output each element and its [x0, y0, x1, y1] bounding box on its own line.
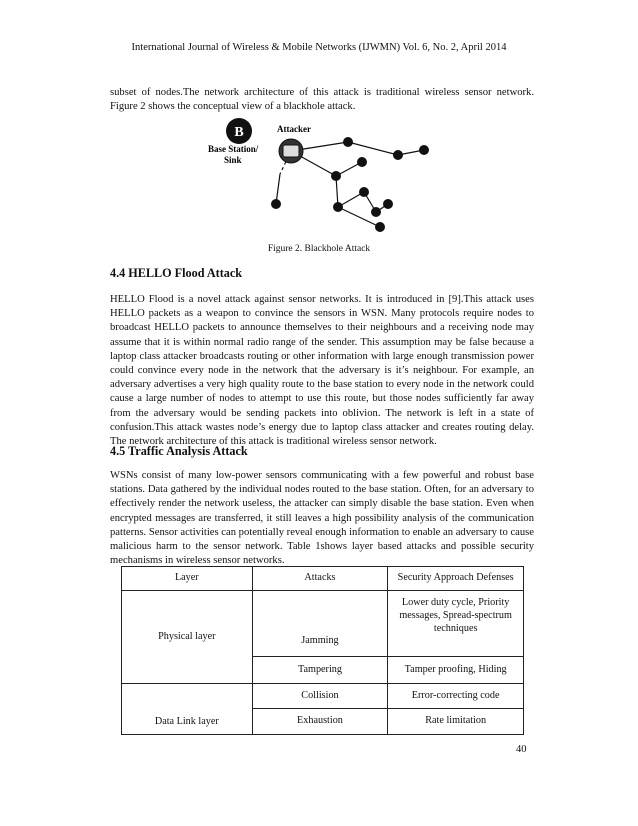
table-header-cell: Layer: [122, 567, 253, 591]
section-heading-traffic-analysis: 4.5 Traffic Analysis Attack: [110, 444, 248, 458]
sensor-node: [331, 171, 341, 181]
table-row: [122, 684, 524, 709]
sensor-node: [343, 137, 353, 147]
hello-flood-paragraph: HELLO Flood is a novel attack against sensor networks. It is introduced in [9].This attack uses HELLO packets as a weapon to convince the sensors in WSN. Many protocols require nodes to broadcast HELLO packets to announce themselves to their neighbours and a receiving node may assume that it is within normal radio range of the sender. This assumption may be false because a laptop class attacker broadcasts routing or other information with large enough transmission power could convince every node in the network that the adversary is it’s neighbour. For example, an adversary advertises a very high quality route to the base station to every node in the network could cause a large number of nodes to attempt to use this route, but those nodes sufficiently far away from the adversary would be sending packets into oblivion. The network is left in a state of confusion.This attack wastes node’s energy due to laptop class attacker and creates routing delay. The network architecture of this attack is traditional wireless sensor network.: [110, 294, 534, 448]
sensor-node: [271, 199, 281, 209]
base-station-label: Base Station/: [208, 144, 259, 154]
table-header-row: [122, 567, 524, 591]
table-cell-attack: Exhaustion: [252, 709, 388, 735]
table-cell-defense: Error-correcting code: [388, 684, 524, 709]
blackhole-figure: [200, 114, 440, 242]
sensor-node: [393, 150, 403, 160]
page-number: 40: [516, 744, 527, 755]
table-cell-defense: Lower duty cycle, Priority messages, Spread-spectrum techniques: [388, 591, 524, 657]
sensor-node: [357, 157, 367, 167]
security-table: [121, 566, 524, 735]
sensor-node: [371, 207, 381, 217]
section-heading-hello-flood: 4.4 HELLO Flood Attack: [110, 266, 243, 280]
table-cell-attack: Collision: [252, 684, 388, 709]
attacker-laptop-icon: [283, 145, 299, 157]
table-row: [122, 591, 524, 657]
journal-header: International Journal of Wireless & Mobile Networks (IJWMN) Vol. 6, No. 2, April 2014: [131, 42, 507, 53]
intro-paragraph: subset of nodes.The network architecture of this attack is traditional wireless sensor network. Figure 2 shows the conceptual view of a blackhole attack.: [110, 87, 534, 113]
sensor-node: [359, 187, 369, 197]
base-station-letter: B: [234, 125, 244, 140]
sensor-node: [383, 199, 393, 209]
table-cell-layer: Data Link layer: [122, 684, 253, 735]
table-header-cell: Security Approach Defenses: [388, 567, 524, 591]
sensor-node: [419, 145, 429, 155]
attacker-label: Attacker: [277, 124, 311, 134]
table-cell-layer: Physical layer: [122, 591, 253, 684]
sink-label: Sink: [224, 155, 242, 165]
table-cell-defense: Tamper proofing, Hiding: [388, 657, 524, 684]
sensor-node: [333, 202, 343, 212]
sensor-node: [375, 222, 385, 232]
table-cell-defense: Rate limitation: [388, 709, 524, 735]
table-header-cell: Attacks: [252, 567, 388, 591]
traffic-analysis-paragraph: WSNs consist of many low-power sensors communicating with a few powerful and robust base stations. Data gathered by the individual nodes routed to the base station. Often, for an adversary to effectively render the network useless, the attacker can simply disable the base station. Even when encrypted messages are transferred, it still leaves a high possibility analysis of the communication patterns. Sensor activities can potentially reveal enough information to enable an adversary to cause malicious harm to the sensor network. Table 1shows layer based attacks and possible security mechanisms in wireless sensor networks.: [110, 470, 534, 567]
figure-caption: Figure 2. Blackhole Attack: [267, 244, 371, 254]
table-cell-attack: Jamming: [252, 591, 388, 657]
table-cell-attack: Tampering: [252, 657, 388, 684]
